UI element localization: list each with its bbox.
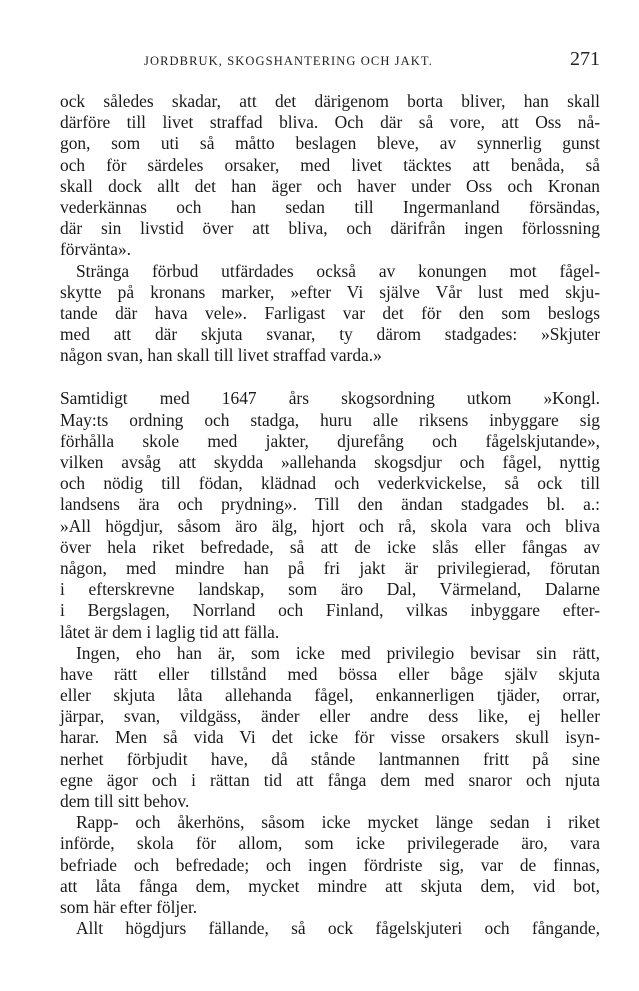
text-line: eller skjuta låta allehanda fågel, enkannerligen tjäder, orrar,: [60, 685, 600, 706]
text-line: Stränga förbud utfärdades också av konungen mot fågel-: [76, 260, 600, 281]
text-line: egne ägor och i rättan tid att fånga dem med snaror och njuta: [60, 769, 600, 790]
running-title: JORDBRUK, SKOGSHANTERING OCH JAKT.: [144, 54, 433, 68]
paragraph: [60, 643, 600, 813]
text-line: have rätt eller tillstånd med bössa eller båge själv skjuta: [60, 663, 600, 684]
text-line: skytte på kronans marker, »efter Vi själve Vår lust med skju-: [60, 281, 600, 302]
text-line: någon, med mindre han på fri jakt är privilegierad, förutan: [60, 557, 600, 578]
text-line: »All högdjur, såsom äro älg, hjort och rå, skola vara och bliva: [60, 515, 600, 536]
text-line: med att där skjuta svanar, ty därom stadgades: »Skjuter: [60, 324, 600, 345]
paragraph: [60, 261, 600, 367]
text-line: May:ts ordning och stadga, huru alle riksens inbyggare sig: [60, 409, 600, 430]
text-line: vilken avsåg att skydda »allehanda skogsdjur och fågel, nyttig: [60, 452, 600, 472]
text-line: i efterskrevne landskap, som äro Dal, Värmeland, Dalarne: [60, 579, 600, 600]
text-line: där sin livstid över att bliva, och därifrån ingen förlossning: [60, 218, 600, 239]
body-text: [60, 91, 600, 939]
text-line: därföre till livet straffad bliva. Och där så vore, att Oss nå-: [60, 112, 600, 133]
text-line: nerhet förbjudit have, då stånde lantmannen fritt på sine: [60, 748, 600, 769]
text-line: befriade och befredade; och ingen fördriste sig, var de finnas,: [60, 854, 600, 875]
page-number: 271: [570, 48, 600, 70]
text-line: som här efter följer.: [60, 896, 198, 917]
paragraph: [60, 812, 600, 918]
text-line: Samtidigt med 1647 års skogsordning utkom »Kongl.: [60, 388, 600, 409]
text-line: harar. Men så vida Vi det icke för visse orsakers skull isyn-: [60, 727, 600, 748]
text-line: förhålla skole med jakter, djurefång och fågelskjutande»,: [60, 430, 600, 451]
text-line: Rapp- och åkerhöns, såsom icke mycket länge sedan i riket: [76, 812, 600, 833]
text-line: och nödig till födan, klädnad och vederkvickelse, så ock till: [60, 473, 600, 494]
text-line: låtet är dem i laglig tid att fälla.: [60, 621, 280, 642]
text-line: att låta fånga dem, mycket mindre att skjuta dem, vid bot,: [60, 875, 600, 896]
text-line: någon svan, han skall till livet straffad varda.»: [60, 345, 382, 366]
text-line: Ingen, eho han är, som icke med privilegio bevisar sin rätt,: [76, 642, 600, 663]
text-line: Allt högdjurs fällande, så ock fågelskjuteri och fångande,: [76, 918, 600, 939]
text-line: förvänta».: [60, 239, 131, 260]
text-line: dem till sitt behov.: [60, 791, 190, 811]
text-line: vederkännas och han sedan till Ingermanland försändas,: [60, 196, 600, 217]
text-line: järpar, svan, vildgäss, änder eller andre dess like, ej heller: [60, 706, 600, 727]
text-line: gon, som uti så måtto beslagen bleve, av synnerlig gunst: [60, 133, 600, 154]
running-head: [60, 48, 600, 72]
text-line: ock således skadar, att det därigenom borta bliver, han skall: [60, 91, 600, 111]
text-line: över hela riket befredade, så att de icke slås eller fångas av: [60, 536, 600, 557]
text-line: skall dock allt det han äger och haver under Oss och Kronan: [60, 175, 600, 196]
text-line: landsens ära och prydning». Till den ändan stadgades bl. a.:: [60, 494, 600, 515]
text-line: i Bergslagen, Norrland och Finland, vilkas inbyggare efter-: [60, 600, 600, 621]
paragraph: [60, 91, 600, 261]
paragraph: [60, 388, 600, 642]
text-line: tande där hava vele». Farligast var det för den som beslogs: [60, 302, 600, 323]
paragraph: [60, 918, 600, 939]
paragraph-gap: [60, 366, 600, 388]
text-line: införde, skola för allom, som icke privilegerade äro, vara: [60, 833, 600, 854]
text-line: och för särdeles orsaker, med livet täcktes att benåda, så: [60, 154, 600, 175]
